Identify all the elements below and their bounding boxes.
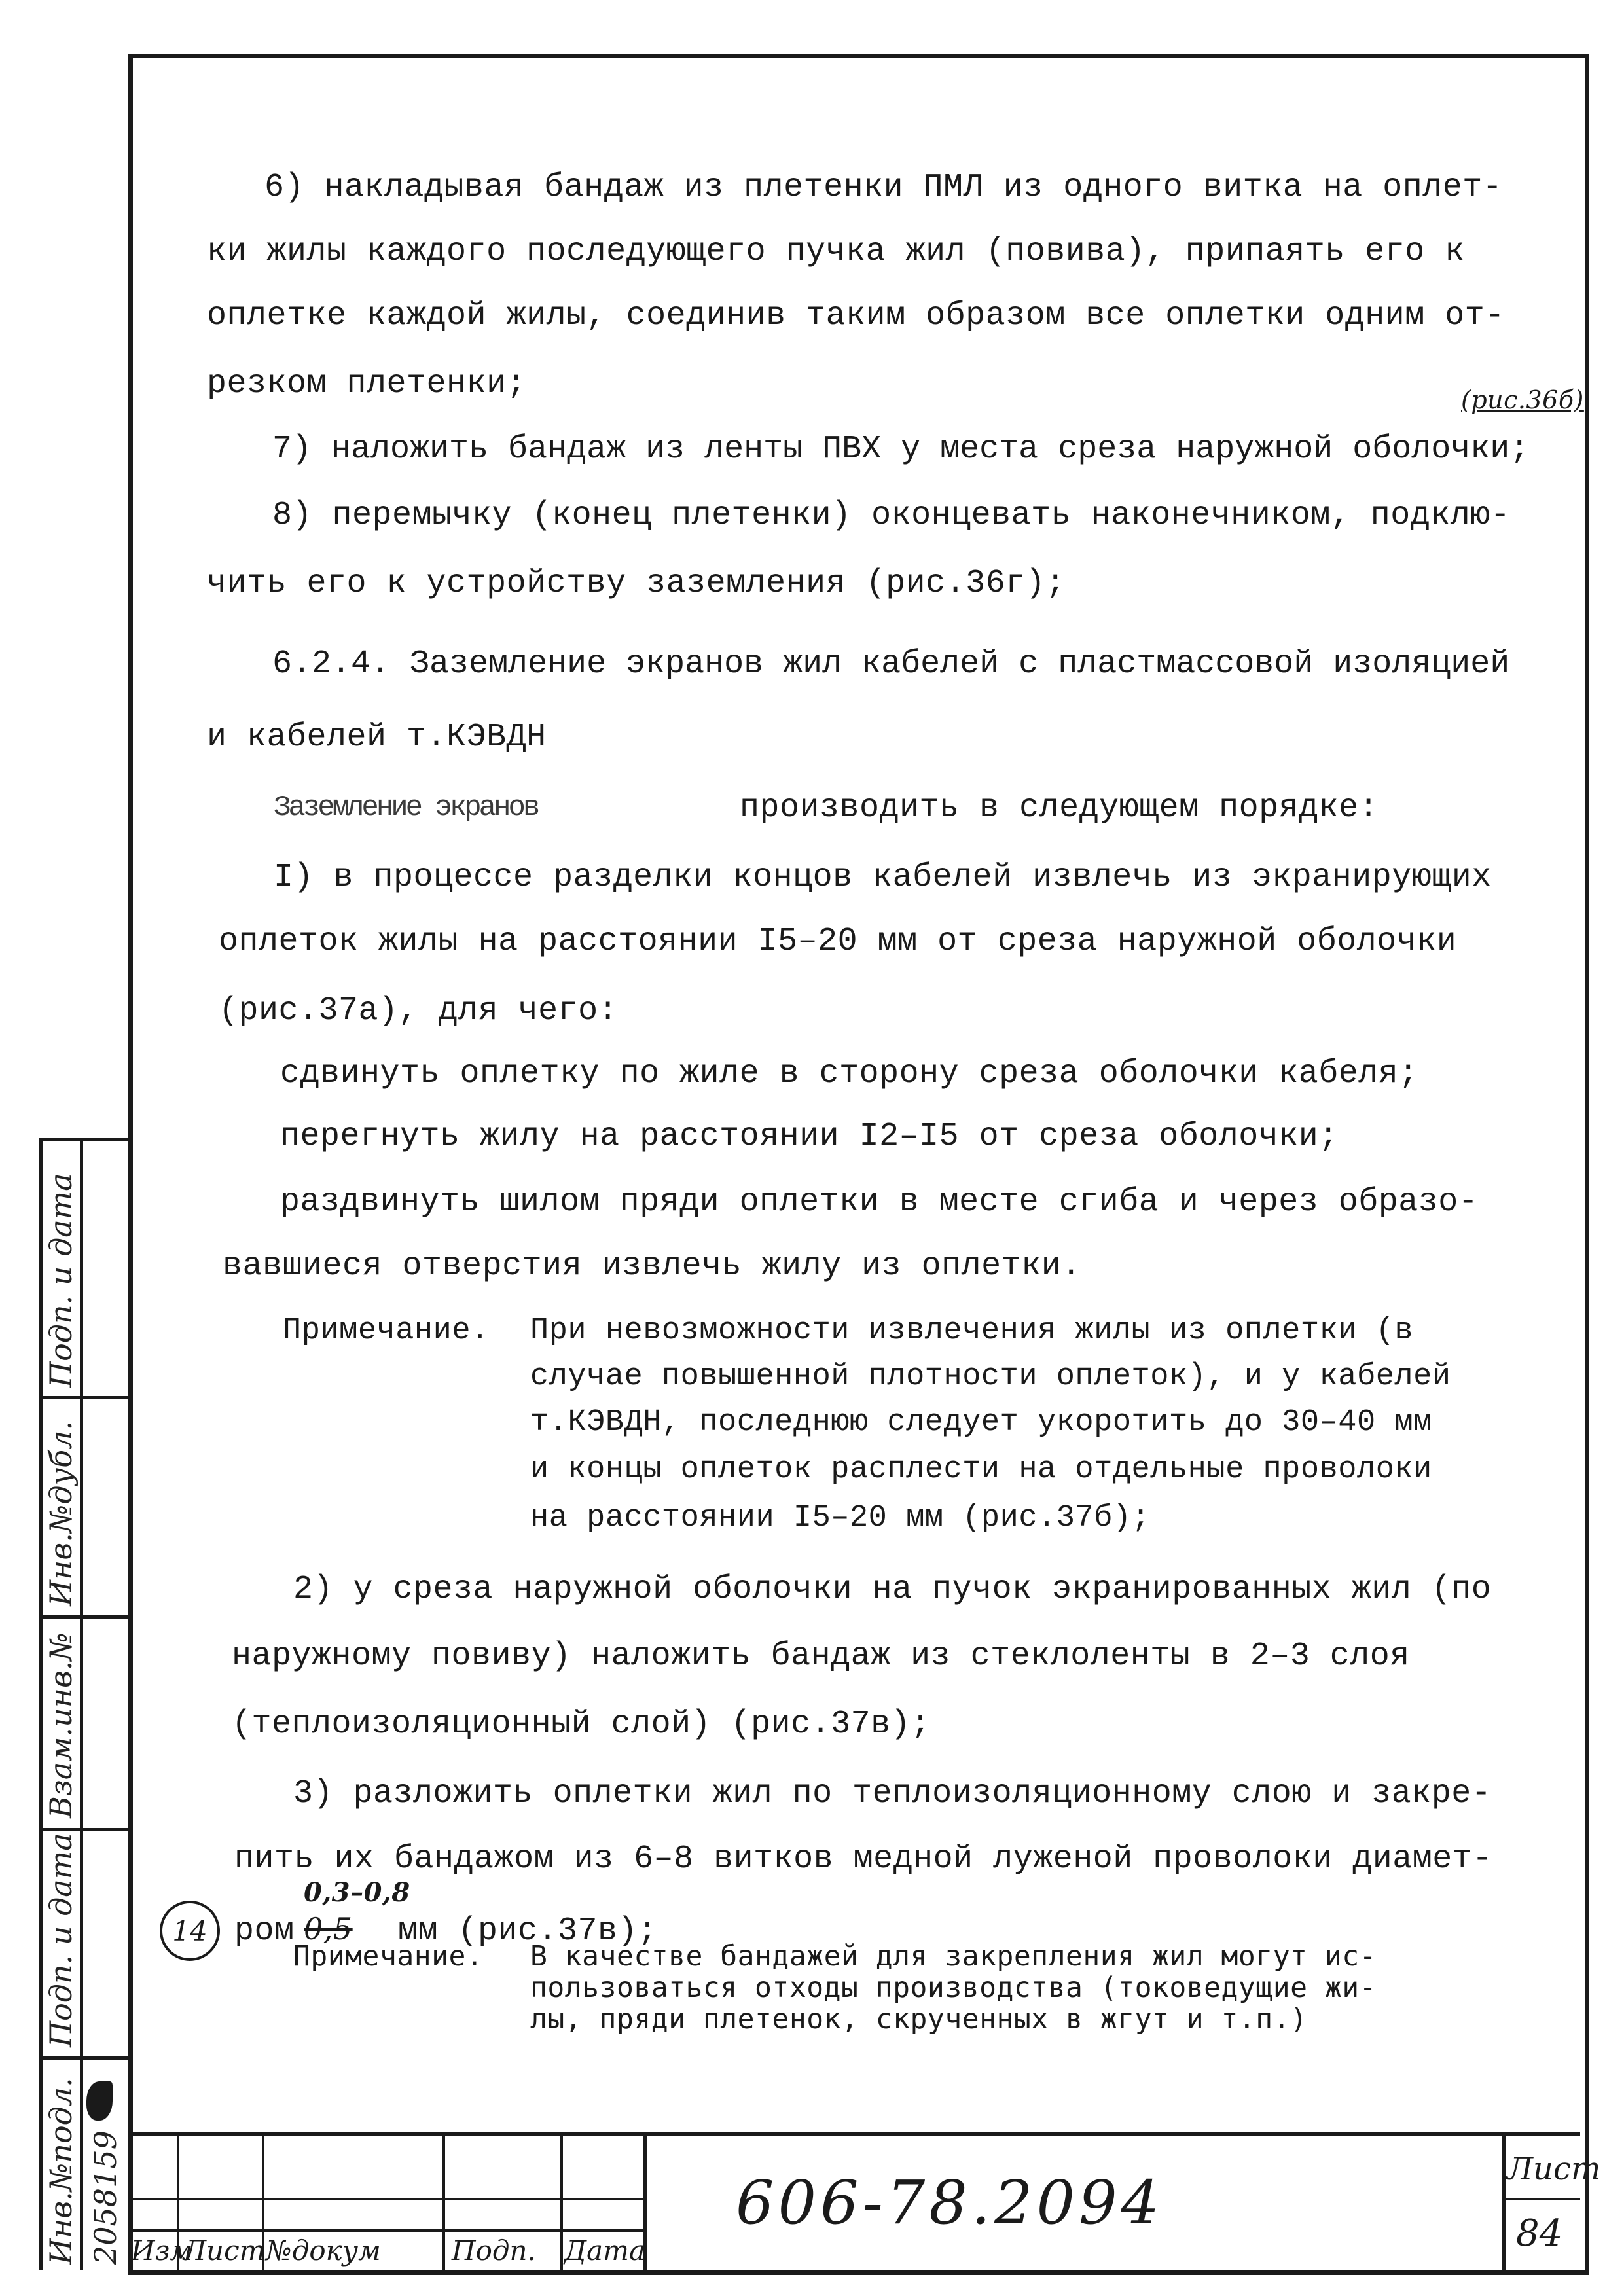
section-624-line1: 6.2.4. Заземление экранов жил кабелей с пластмассовой изоляцией — [272, 645, 1510, 683]
note1-line3: т.КЭВДН, последнюю следует укоротить до 30–40 мм — [530, 1405, 1432, 1440]
title-col-divider — [560, 2132, 563, 2270]
ink-blot — [86, 2081, 113, 2121]
margin-note: (рис.36б) — [1461, 386, 1584, 414]
side-border-inner — [80, 1138, 83, 2270]
note2-line2: пользоваться отходы производства (токоведущие жи- — [530, 1971, 1377, 2004]
p3-correction: 0,3–0,8 — [304, 1877, 410, 1908]
note1-line2: случае повышенной плотности оплеток), и у кабелей — [530, 1359, 1451, 1394]
side-row-divider — [39, 1138, 128, 1141]
intro-line: производить в следующем порядке: — [740, 789, 1379, 827]
step-3-line2: вавшиеся отверстия извлечь жилу из оплетки. — [223, 1247, 1081, 1285]
p3-struck-value: 0,5 — [304, 1911, 353, 1946]
side-row-divider — [39, 1828, 128, 1831]
label-podp: Подп. — [452, 2234, 536, 2267]
sheet-label: Лист — [1507, 2151, 1601, 2187]
approval-side-strip — [39, 1138, 128, 2270]
note2-line1: В качестве бандажей для закрепления жил могут ис- — [530, 1940, 1377, 1973]
note1-label: Примечание. — [283, 1314, 490, 1348]
p6-line2: ки жилы каждого последующего пучка жил (повива), припаять его к — [207, 233, 1465, 270]
document-number: 606-78.2094 — [736, 2168, 1164, 2238]
note1-line4: и концы оплеток расплести на отдельные проволоки — [530, 1452, 1432, 1487]
side-label-vzam-inv: Взам.инв.№ — [43, 1632, 79, 1818]
title-block-row-divider — [131, 2229, 643, 2232]
side-border-outer — [39, 1138, 43, 2270]
note2-line3: лы, пряди плетенок, скрученных в жгут и т.п.) — [530, 2003, 1308, 2036]
label-izm: Изм — [131, 2234, 193, 2267]
p3-line1: 3) разложить оплетки жил по теплоизоляционному слою и закре- — [293, 1775, 1492, 1812]
side-row-divider — [39, 2056, 128, 2060]
p6-line3: оплетке каждой жилы, соединив таким образом все оплетки одним от- — [207, 297, 1505, 334]
side-label-inv-podl: Инв.№подл. — [43, 2077, 79, 2265]
p1-line1: I) в процессе разделки концов кабелей извлечь из экранирующих — [274, 859, 1492, 896]
p2-line2: наружному повиву) наложить бандаж из стеклоленты в 2–3 слоя — [232, 1638, 1410, 1675]
page-circle-number: 14 — [160, 1901, 220, 1961]
title-block-top-border — [131, 2132, 1580, 2136]
p1-line2: оплеток жилы на расстоянии I5–20 мм от среза наружной оболочки — [219, 923, 1457, 960]
label-data: Дата — [564, 2234, 646, 2267]
struck-text: Заземление экранов — [274, 791, 538, 824]
step-3-line1: раздвинуть шилом пряди оплетки в месте сгиба и через образо- — [280, 1183, 1479, 1221]
side-label-podp-data-2: Подп. и дата — [43, 1173, 79, 1388]
note1-line1: При невозможности извлечения жилы из оплетки (в — [530, 1314, 1414, 1348]
label-doc: №докум — [266, 2234, 381, 2267]
side-row-divider — [39, 1396, 128, 1399]
step-1: сдвинуть оплетку по жиле в сторону среза оболочки кабеля; — [280, 1055, 1418, 1092]
p2-line3: (теплоизоляционный слой) (рис.37в); — [232, 1706, 931, 1743]
side-stamp-number: 2058159 — [88, 2130, 123, 2265]
step-2: перегнуть жилу на расстоянии I2–I5 от среза оболочки; — [280, 1118, 1339, 1155]
p6-line4: резком плетенки; — [207, 365, 527, 403]
title-col-divider — [442, 2132, 445, 2270]
p7-line: 7) наложить бандаж из ленты ПВХ у места среза наружной оболочки; — [272, 431, 1530, 468]
note2-label: Примечание. — [293, 1940, 484, 1973]
sheet-divider — [1502, 2198, 1580, 2200]
side-label-inv-dubl: Инв.№дубл. — [43, 1420, 79, 1606]
label-list: Лист — [183, 2234, 266, 2267]
p3-line2: пить их бандажом из 6–8 витков медной луженой проволоки диамет- — [234, 1840, 1492, 1878]
p2-line1: 2) у среза наружной оболочки на пучок экранированных жил (по — [293, 1571, 1492, 1608]
side-label-podp-data-1: Подп. и дата — [43, 1833, 79, 2047]
p6-line1: 6) накладывая бандаж из плетенки ПМЛ из одного витка на оплет- — [264, 169, 1503, 206]
note1-line5: на расстоянии I5–20 мм (рис.37б); — [530, 1501, 1151, 1535]
p3-line3-end: мм (рис.37в); — [398, 1912, 658, 1950]
sheet-number: 84 — [1516, 2212, 1563, 2255]
title-col-divider — [1502, 2132, 1506, 2270]
p3-line3-start: ром — [234, 1912, 295, 1950]
title-block-row-divider — [131, 2198, 643, 2200]
p8-line1: 8) перемычку (конец плетенки) оконцевать наконечником, подклю- — [272, 497, 1511, 534]
p8-line2: чить его к устройству заземления (рис.36г); — [207, 565, 1066, 602]
p1-line3: (рис.37а), для чего: — [219, 992, 619, 1030]
section-624-line2: и кабелей т.КЭВДН — [207, 719, 547, 756]
side-row-divider — [39, 1615, 128, 1619]
